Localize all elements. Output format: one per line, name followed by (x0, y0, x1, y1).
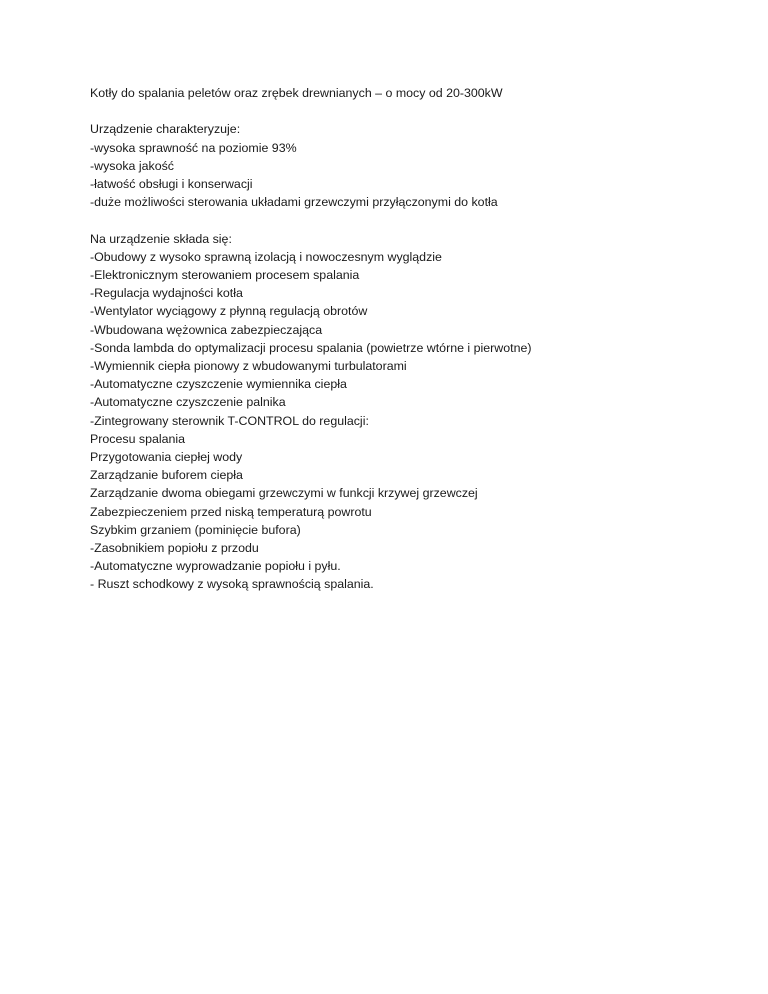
component-item: -Wentylator wyciągowy z płynną regulacją obrotów (90, 304, 368, 319)
component-item: -Automatyczne wyprowadzanie popiołu i pyłu. (90, 559, 341, 574)
controller-function-item: Zabezpieczeniem przed niską temperaturą powrotu (90, 504, 372, 519)
feature-item: -łatwość obsługi i konserwacji (90, 177, 253, 191)
paragraph-gap (90, 211, 730, 229)
controller-function-item: Zarządzanie buforem ciepła (90, 468, 243, 483)
document-title: Kotły do spalania peletów oraz zrębek drewnianych – o mocy od 20-300kW (90, 86, 503, 100)
component-item: -Obudowy z wysoko sprawną izolacją i nowoczesnym wyglądzie (90, 249, 442, 264)
controller-function-item: Szybkim grzaniem (pominięcie bufora) (90, 522, 301, 537)
feature-item: -duże możliwości sterowania układami grzewczymi przyłączonymi do kotła (90, 195, 498, 210)
features-list (90, 139, 730, 212)
feature-item: -wysoka jakość (90, 158, 175, 173)
paragraph-gap (90, 102, 730, 120)
components-list (90, 248, 730, 594)
component-item: -Zintegrowany sterownik T-CONTROL do regulacji: (90, 413, 369, 428)
component-item: -Zasobnikiem popiołu z przodu (90, 541, 259, 556)
components-heading: Na urządzenie składa się: (90, 231, 232, 246)
component-item: -Wbudowana wężownica zabezpieczająca (90, 322, 323, 337)
controller-function-item: Procesu spalania (90, 431, 186, 446)
component-item: - Ruszt schodkowy z wysoką sprawnością spalania. (90, 577, 374, 592)
component-item: -Automatyczne czyszczenie palnika (90, 395, 286, 410)
features-heading: Urządzenie charakteryzuje: (90, 122, 241, 137)
feature-item: -wysoka sprawność na poziomie 93% (90, 140, 297, 155)
component-item: -Elektronicznym sterowaniem procesem spalania (90, 268, 360, 282)
component-item: -Automatyczne czyszczenie wymiennika ciepła (90, 377, 347, 392)
controller-function-item: Zarządzanie dwoma obiegami grzewczymi w funkcji krzywej grzewczej (90, 486, 478, 501)
component-item: -Regulacja wydajności kotła (90, 286, 243, 301)
component-item: -Wymiennik ciepła pionowy z wbudowanymi turbulatorami (90, 359, 407, 374)
component-item: -Sonda lambda do optymalizacji procesu spalania (powietrze wtórne i pierwotne) (90, 340, 532, 355)
controller-function-item: Przygotowania ciepłej wody (90, 450, 243, 465)
document-page (90, 84, 730, 594)
